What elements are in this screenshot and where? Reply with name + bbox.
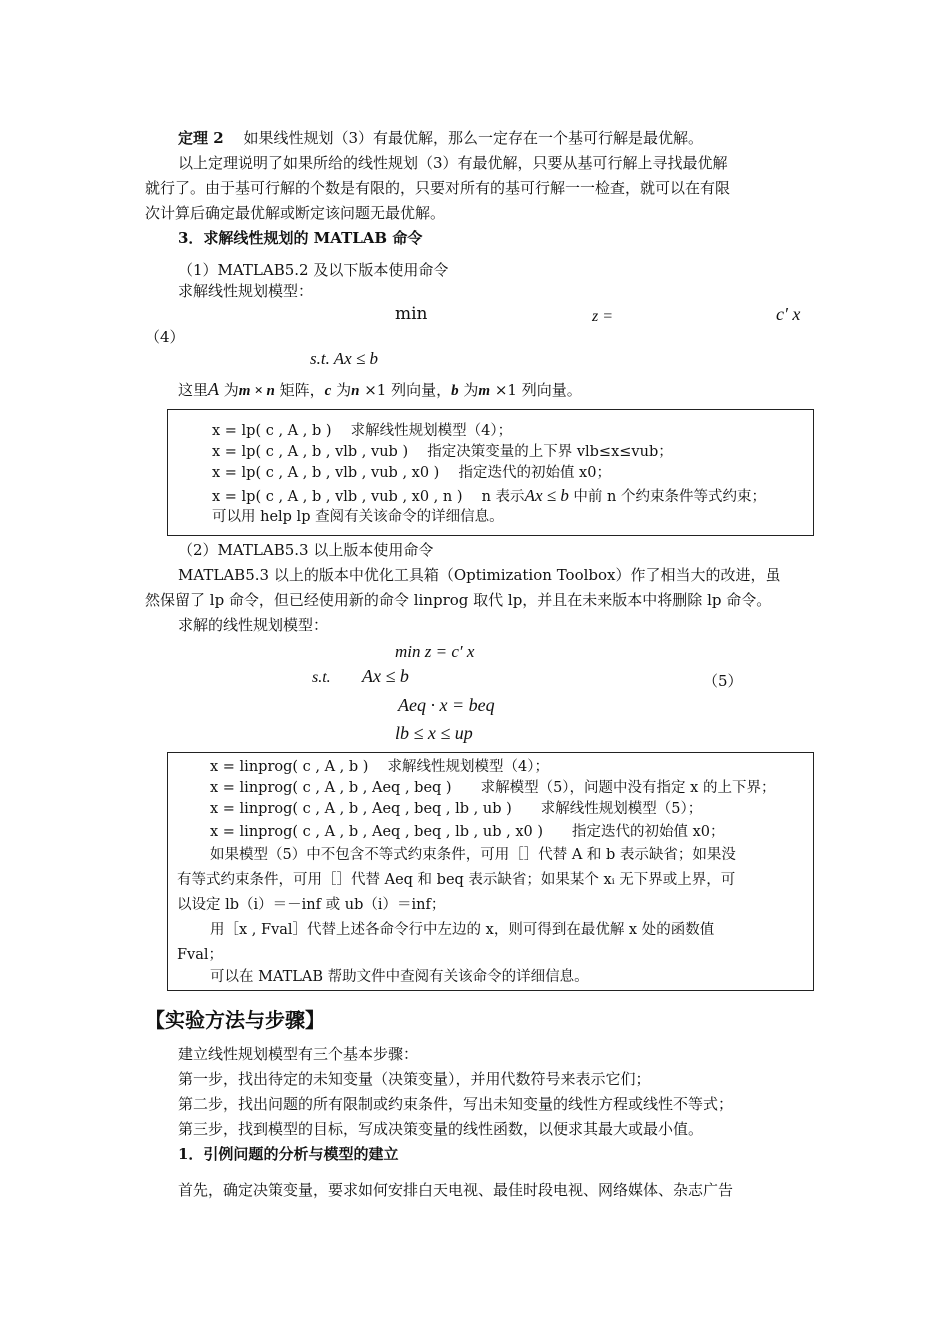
sub1-intro: 求解线性规划模型： <box>178 282 314 300</box>
desc-text: 为 <box>331 381 352 399</box>
linprog-command-line: x = linprog( c , A , b ) 求解线性规划模型（4）； <box>210 759 550 775</box>
desc-mxn: m × n <box>238 383 275 399</box>
linprog-command-line: x = linprog( c , A , b , Aeq , beq , lb , ub ) 求解线性规划模型（5）； <box>210 801 703 817</box>
linprog-help-line: 可以在 MATLAB 帮助文件中查阅有关该命令的详细信息。 <box>210 969 589 985</box>
lp-command-math: Ax ≤ b <box>524 486 569 505</box>
sub2-title: （2）MATLAB5.3 以上版本使用命令 <box>178 541 434 559</box>
lp-command-box <box>167 409 814 536</box>
para1-line: 次计算后确定最优解或断定该问题无最优解。 <box>145 204 446 222</box>
eq5-objective: min z = c′ x <box>395 642 475 661</box>
linprog-note-line: 有等式约束条件，可用［］代替 Aeq 和 beq 表示缺省；如果某个 xᵢ 无下界或上界，可 <box>177 872 736 888</box>
method-last-line: 首先，确定决策变量，要求如何安排白天电视、最佳时段电视、网络媒体、杂志广告 <box>178 1181 734 1199</box>
eq4-cx: c′ x <box>776 304 801 324</box>
lp-command-text: x = lp( c , A , b , vlb , vub , x0 , n ) n 表示 <box>212 489 525 505</box>
eq4-number: （4） <box>145 328 185 346</box>
sub2-intro: 求解的线性规划模型： <box>178 616 329 634</box>
linprog-note-line: 以设定 lb（i）＝－inf 或 ub（i）＝inf； <box>177 897 446 913</box>
linprog-command-line: x = linprog( c , A , b , Aeq , beq ) 求解模型（5），问题中没有指定 x 的上下界； <box>210 780 776 796</box>
eq5-st: s.t. <box>312 669 331 686</box>
sub2-para-line: MATLAB5.3 以上的版本中优化工具箱（Optimization Toolbox）作了相当大的改进，虽 <box>178 566 781 584</box>
lp-command-line: x = lp( c , A , b ) 求解线性规划模型（4）； <box>212 423 513 439</box>
method-heading: 【实验方法与步骤】 <box>145 1008 325 1032</box>
lp-command-text: 中前 n 个约束条件等式约束； <box>568 489 766 505</box>
desc-m: m <box>478 383 491 399</box>
sub1-title: （1）MATLAB5.2 及以下版本使用命令 <box>178 261 449 279</box>
linprog-fval-line: Fval； <box>177 947 224 963</box>
desc-matrix-A: A <box>208 379 220 399</box>
desc-n: n <box>351 383 360 399</box>
para1-line: 就行了。由于基可行解的个数是有限的，只要对所有的基可行解一一检查，就可以在有限 <box>145 179 731 197</box>
desc-text: ×1 列向量。 <box>490 381 582 399</box>
desc-text: ×1 列向量， <box>359 381 452 399</box>
eq5-number: （5） <box>703 672 743 690</box>
para1-line: 以上定理说明了如果所给的线性规划（3）有最优解，只要从基可行解上寻找最优解 <box>178 154 728 172</box>
desc-text: 为 <box>219 381 239 399</box>
lp-help-line: 可以用 help lp 查阅有关该命令的详细信息。 <box>212 509 504 525</box>
linprog-fval-line: 用［x , Fval］代替上述各命令行中左边的 x，则可得到在最优解 x 处的函数值 <box>210 922 715 938</box>
linprog-command-box <box>167 752 814 991</box>
eq5-equality: Aeq · x = beq <box>398 695 495 715</box>
theorem-text: 如果线性规划（3）有最优解，那么一定存在一个基可行解是最优解。 <box>243 129 703 147</box>
sub2-para-line: 然保留了 lp 命令，但已经使用新的命令 linprog 取代 lp，并且在未来版本中将删除 lp 命令。 <box>145 591 772 609</box>
section-3-title: 3．求解线性规划的 MATLAB 命令 <box>178 229 423 247</box>
lp-command-line <box>212 485 766 508</box>
method-line: 第一步，找出待定的未知变量（决策变量），并用代数符号来表示它们； <box>178 1070 651 1088</box>
desc-b: b <box>451 383 459 399</box>
lp-command-line: x = lp( c , A , b , vlb , vub , x0 ) 指定迭代的初始值 x0； <box>212 465 611 481</box>
linprog-note-line: 如果模型（5）中不包含不等式约束条件，可用［］代替 A 和 b 表示缺省；如果没 <box>210 847 736 863</box>
linprog-command-line: x = linprog( c , A , b , Aeq , beq , lb , ub , x0 ) 指定迭代的初始值 x0； <box>210 824 725 840</box>
eq4-constraint: s.t. Ax ≤ b <box>310 349 379 368</box>
desc-c: c <box>324 383 332 399</box>
eq4-z: z = <box>592 308 614 325</box>
theorem-label: 定理 2 <box>178 129 224 147</box>
sub1-description <box>178 378 582 402</box>
method-line: 第二步，找出问题的所有限制或约束条件，写出未知变量的线性方程或线性不等式； <box>178 1095 734 1113</box>
desc-text: 这里 <box>178 381 209 399</box>
eq5-bounds: lb ≤ x ≤ up <box>395 723 473 743</box>
theorem-line <box>178 127 703 149</box>
lp-command-line: x = lp( c , A , b , vlb , vub ) 指定决策变量的上下界 vlb≤x≤vub； <box>212 444 673 460</box>
eq5-constraint: Ax ≤ b <box>362 666 409 686</box>
method-line: 第三步，找到模型的目标，写成决策变量的线性函数，以便求其最大或最小值。 <box>178 1120 704 1138</box>
desc-text: 为 <box>458 381 479 399</box>
method-line: 建立线性规划模型有三个基本步骤： <box>178 1045 419 1063</box>
method-subtitle: 1．引例问题的分析与模型的建立 <box>178 1145 399 1163</box>
desc-text: 矩阵， <box>274 381 325 399</box>
eq4-min: min <box>395 304 428 324</box>
